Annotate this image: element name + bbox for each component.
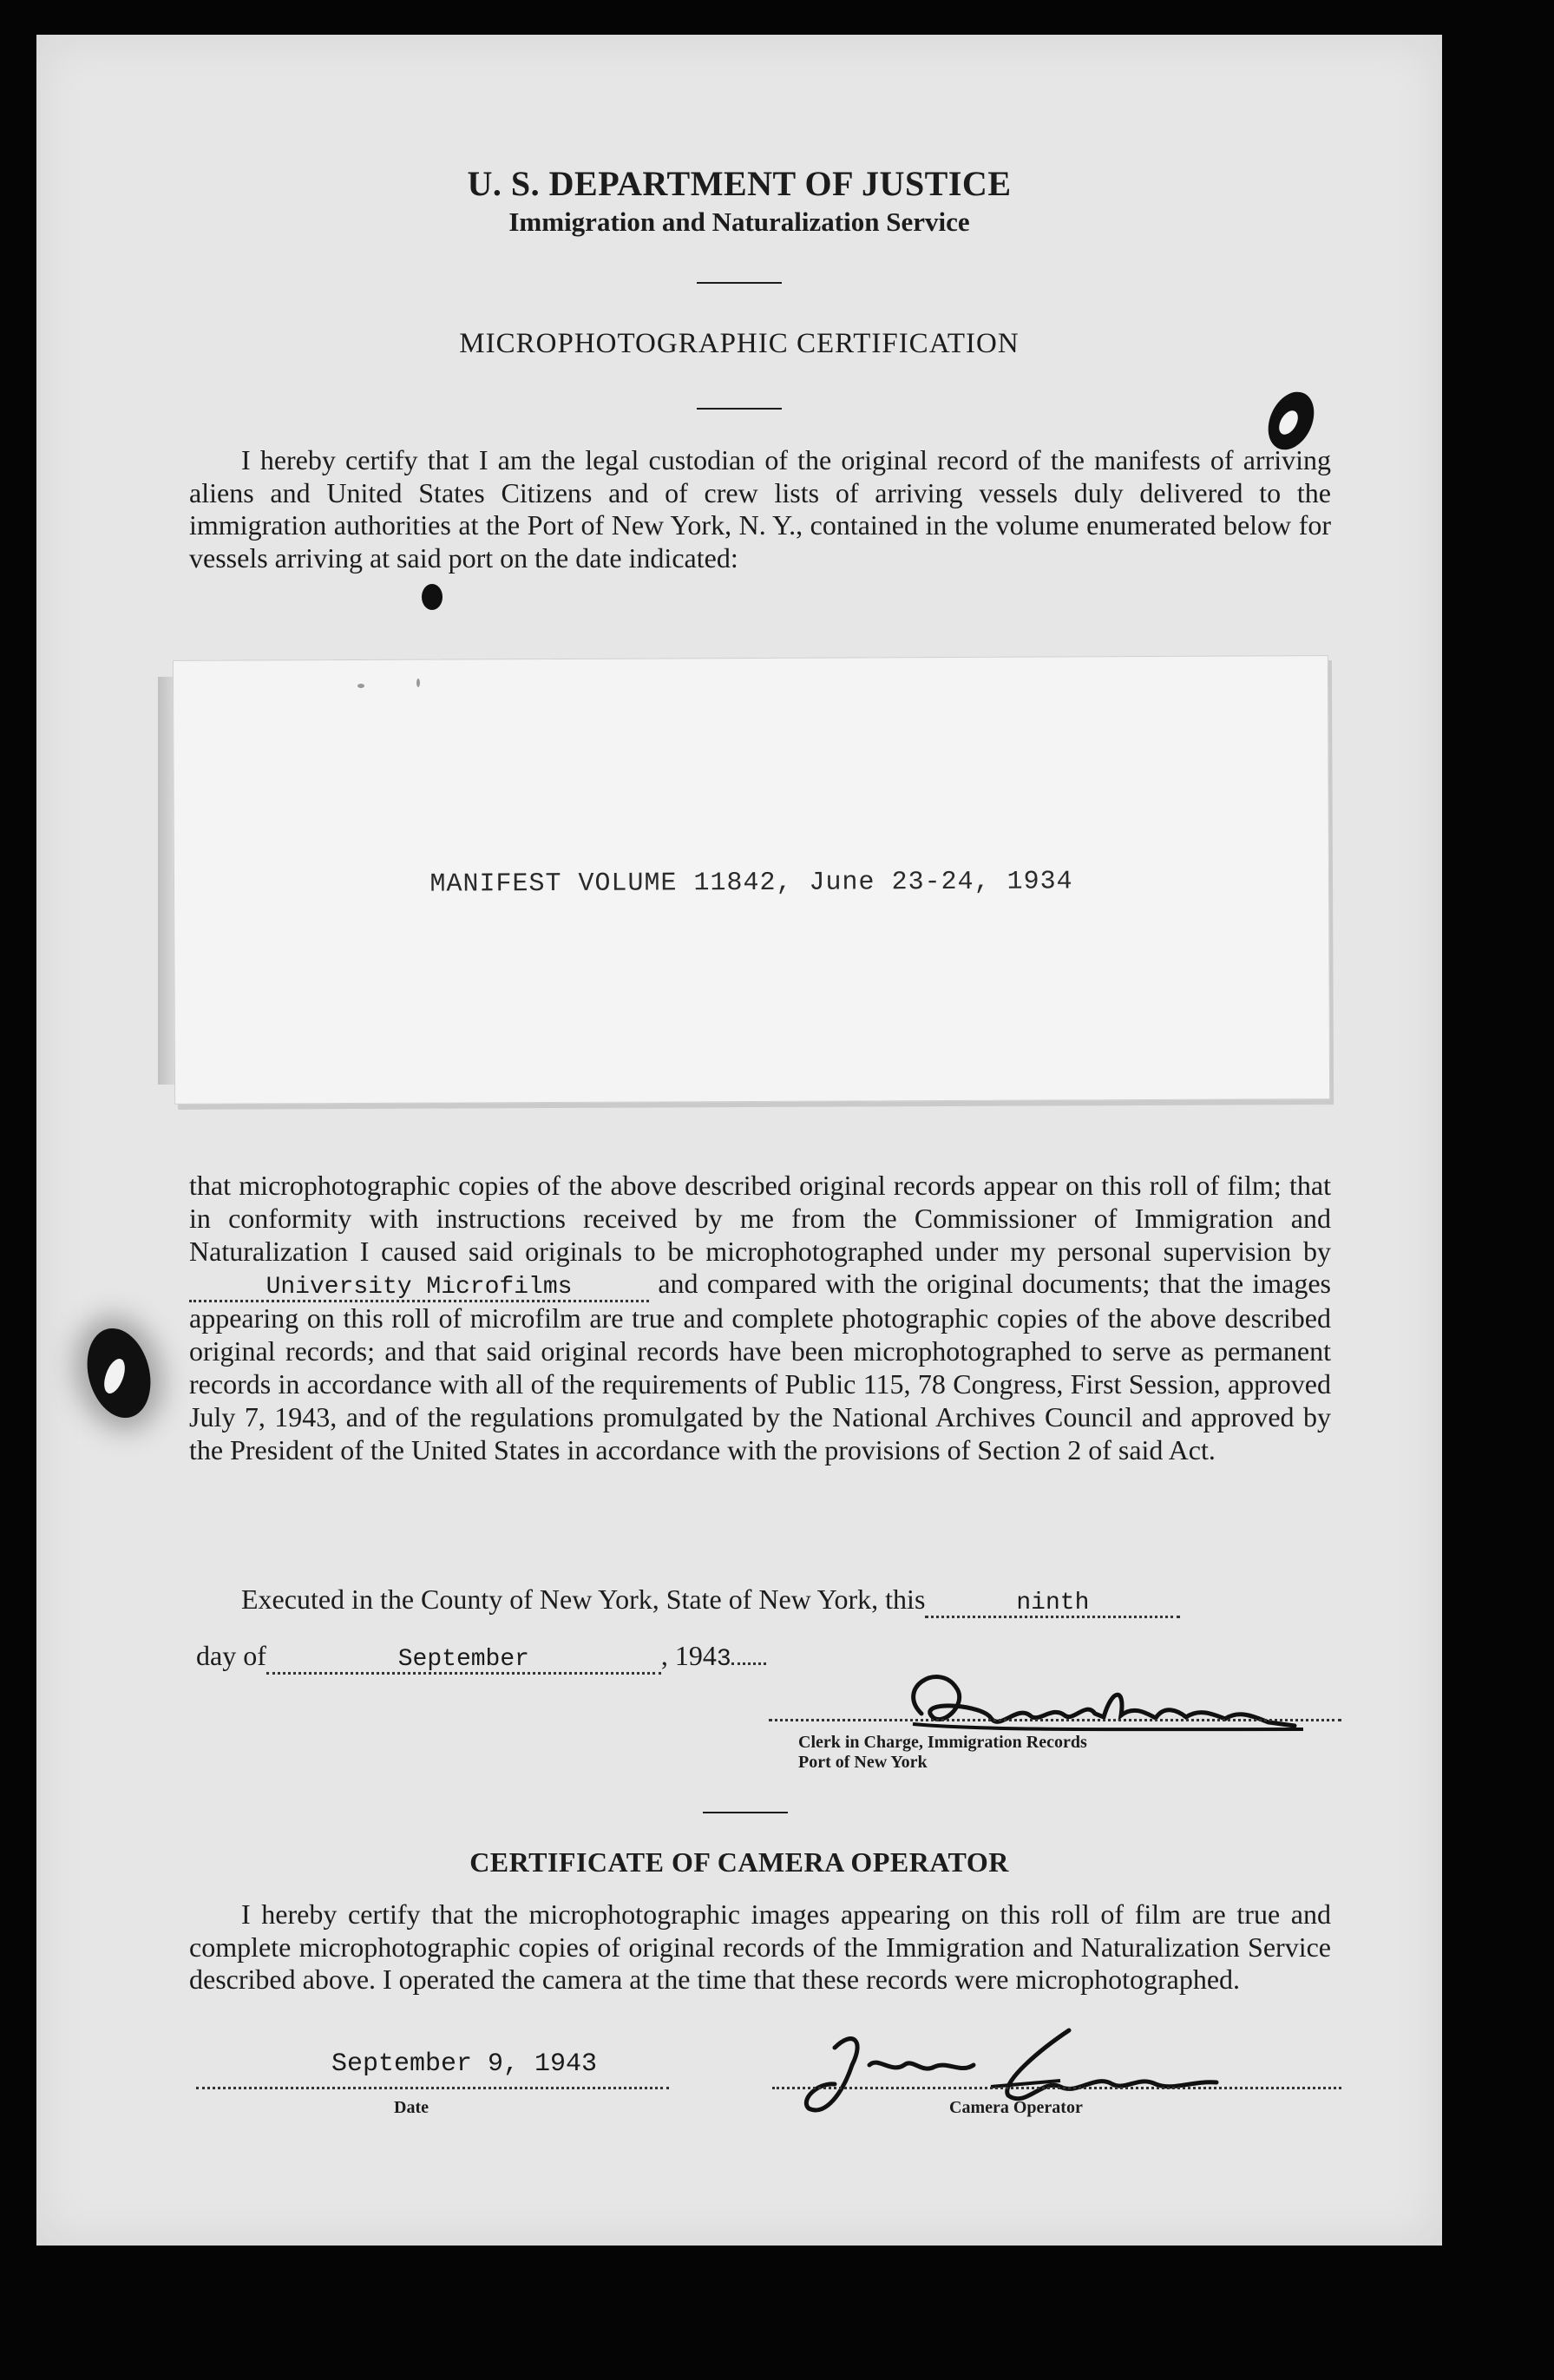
year-dots	[731, 1662, 766, 1665]
service-subheading: Immigration and Naturalization Service	[508, 207, 970, 237]
body-paragraph	[189, 1170, 1331, 1466]
camera-date-value: September 9, 1943	[331, 2049, 598, 2079]
supervisor-field	[189, 1275, 649, 1302]
date-line	[196, 2087, 669, 2089]
year-prefix: , 194	[660, 1640, 717, 1671]
manifest-slip	[173, 655, 1330, 1105]
document-page	[36, 35, 1442, 2246]
date-label: Date	[394, 2098, 429, 2117]
divider	[697, 282, 782, 284]
clerk-title-line1: Clerk in Charge, Immigration Records	[798, 1733, 1087, 1752]
body-text-part1: that microphotographic copies of the above described original records appear on this roll of film; that in conformity with instructions received by me from the Commissioner of Immigration and Naturalization I caused said originals to be microphotographed under my personal supervision by	[189, 1170, 1331, 1267]
manifest-volume-text: MANIFEST VOLUME 11842, June 23-24, 1934	[429, 867, 1073, 900]
speck	[416, 679, 420, 687]
body-text-part2: and compared with the original documents; that the images appearing on this roll of microfilm are true and complete photographic copies of the above described original records; and that said original records have been microphotographed to serve as permanent records in accordance with all of the requirements of Public 115, 78 Congress, First Session, approved July 7, 1943, and of the regulations promulgated by the National Archives Council and approved by the President of the United States in accordance with the provisions of Section 2 of said Act.	[189, 1268, 1332, 1465]
operator-signature-line	[772, 2087, 1341, 2089]
camera-paragraph	[189, 1898, 1331, 1996]
clerk-signature-line	[769, 1719, 1341, 1721]
supervisor-value: University Microfilms	[266, 1274, 573, 1301]
month-value: September	[397, 1646, 529, 1673]
intro-text: I hereby certify that I am the legal custodian of the original record of the manifests of arriving aliens and United States Citizens and of crew lists of arriving vessels duly delivered to the immigration authorities at the Port of New York, N. Y., contained in the volume enumerated below for vessels arriving at said port on the date indicated:	[189, 444, 1331, 574]
clerk-title	[798, 1733, 1087, 1773]
day-field	[925, 1591, 1180, 1618]
divider	[703, 1812, 788, 1813]
camera-heading: CERTIFICATE OF CAMERA OPERATOR	[469, 1846, 1009, 1878]
day-of-line	[196, 1640, 766, 1675]
burn-mark	[422, 584, 443, 610]
operator-label: Camera Operator	[949, 2098, 1083, 2117]
month-field	[266, 1648, 661, 1675]
executed-line	[241, 1583, 1180, 1618]
divider	[697, 408, 782, 410]
certification-title: MICROPHOTOGRAPHIC CERTIFICATION	[459, 328, 1020, 359]
department-heading: U. S. DEPARTMENT OF JUSTICE	[467, 164, 1012, 203]
clerk-title-line2: Port of New York	[798, 1753, 928, 1772]
day-of-label: day of	[196, 1640, 266, 1671]
speck	[357, 684, 364, 688]
camera-text: I hereby certify that the microphotographic images appearing on this roll of film are true and complete microphotographic copies of original records of the Immigration and Naturalization Service described above. I operated the camera at the time that these records were microphotographed.	[189, 1898, 1331, 1995]
intro-paragraph	[189, 444, 1331, 574]
year-digit: 3	[716, 1646, 731, 1673]
day-value: ninth	[1016, 1590, 1090, 1616]
executed-text: Executed in the County of New York, State of New York, this	[241, 1583, 926, 1615]
